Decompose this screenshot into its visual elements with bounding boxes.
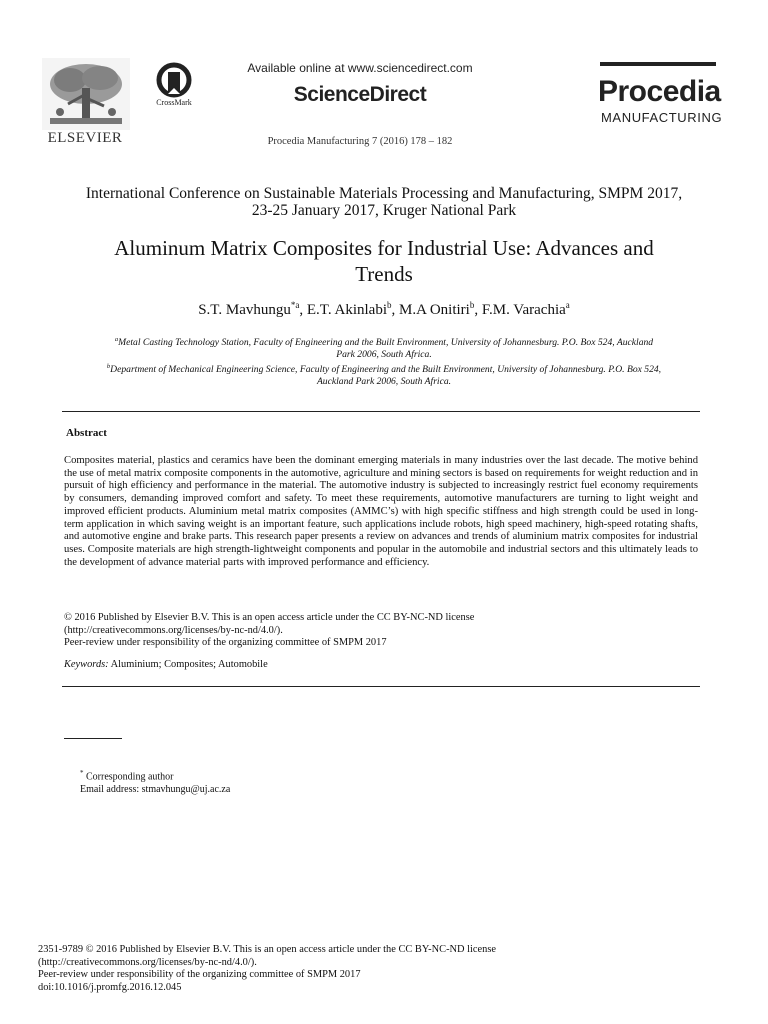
affiliation-b-mark: b — [106, 363, 111, 370]
abstract-top-divider — [62, 411, 700, 412]
available-online-text: Available online at www.sciencedirect.com — [247, 61, 473, 75]
journal-reference: Procedia Manufacturing 7 (2016) 178 – 182 — [267, 136, 453, 147]
affiliation-a — [70, 334, 698, 361]
corresponding-author-note — [80, 769, 174, 782]
conference-line-2: 23-25 January 2017, Kruger National Park — [251, 202, 517, 219]
paper-title-line-2: Trends — [355, 262, 413, 286]
paper-title-line-1: Aluminum Matrix Composites for Industrial Use: Advances and — [114, 236, 654, 260]
abstract-heading: Abstract — [66, 427, 107, 439]
copyright-notice — [64, 612, 698, 650]
affiliation-a-line-1: Metal Casting Technology Station, Faculty of Engineering and the Built Environment, University of Johannesburg. P.O. Box 524, Auckland — [118, 337, 654, 349]
conference-name — [40, 185, 728, 219]
procedia-logo-subtitle: MANUFACTURING — [601, 110, 723, 125]
corresponding-email[interactable]: Email address: stmavhungu@uj.ac.za — [80, 784, 231, 795]
footer-issn-line: 2351-9789 © 2016 Published by Elsevier B.V. This is an open access article under the CC BY-NC-ND license — [38, 944, 496, 955]
author-affiliation-mark: b — [469, 300, 475, 310]
keywords-label: Keywords: — [64, 659, 109, 670]
corresponding-author-label: Corresponding author — [83, 771, 174, 783]
keywords-list: Aluminium; Composites; Automobile — [108, 659, 268, 670]
author-list: S.T. Mavhungu$^{*a}$, E.T. Akinlabi$^b$, M.A Onitiri$^b$, F.M. Varachia$^a$ — [198, 300, 570, 318]
license-link[interactable]: (http://creativecommons.org/licenses/by-nc-nd/4.0/). — [64, 624, 283, 636]
affiliation-b-line-1: Department of Mechanical Engineering Science, Faculty of Engineering and the Built Environment, University of Johannesburg. P.O. Box 524, — [110, 364, 662, 376]
abstract-bottom-divider — [62, 686, 700, 687]
footer-license-link[interactable]: (http://creativecommons.org/licenses/by-nc-nd/4.0/). — [38, 956, 257, 968]
affiliation-a-mark: a — [114, 336, 119, 343]
page-footer — [38, 944, 738, 995]
footer-peer-review: Peer-review under responsibility of the organizing committee of SMPM 2017 — [38, 969, 361, 981]
author-name: S.T. Mavhungu — [198, 302, 291, 318]
affiliation-b — [64, 361, 704, 388]
footnote-mark: * — [80, 769, 84, 777]
author-affiliation-mark: a — [565, 300, 570, 310]
procedia-logo-bar — [600, 62, 716, 66]
abstract-body: Composites material, plastics and ceramics have been the dominant emerging materials in many industries over the last decade. The motive behind the use of metal matrix composite components in the automotive, agriculture and mining sectors is based on requirements for weight reduction and in pursuit of high efficiency and performance in the material. The automotive industry is subjected to increasingly restrict fuel economy requirements by consumers, demanding improved comfort and safety. To meet these requirements, automotive manufacturers are turning to light weight and improved efficient products. Aluminium metal matrix composites (AMMC’s) with high specific stiffness and high strength could be used in long-term application in which saving weight is an important feature, such applications include robots, high speed machinery, high-speed rotating shafts, and automotive engine and brake parts. This research paper presents a review on advances and trends of aluminium matrix composites for industrial uses. Composite materials are high strength-lightweight components and popular in the automobile and industrial sectors and this ultimately leads to the development of advance material parts with improved performance and efficiency. — [64, 455, 698, 568]
crossmark-label: CrossMark — [156, 98, 192, 107]
sciencedirect-logo: ScienceDirect — [293, 83, 427, 106]
peer-review-note: Peer-review under responsibility of the organizing committee of SMPM 2017 — [64, 637, 387, 648]
copyright-line-1: © 2016 Published by Elsevier B.V. This is an open access article under the CC BY-NC-ND license — [64, 612, 475, 623]
keywords — [64, 659, 698, 670]
author-affiliation-mark: *a — [290, 300, 300, 310]
conference-line-1: International Conference on Sustainable Materials Processing and Manufacturing, SMPM 2017, — [85, 185, 683, 202]
paper-title — [40, 235, 728, 287]
footnote-divider — [64, 738, 122, 739]
affiliation-a-line-2: Park 2006, South Africa. — [336, 349, 432, 361]
affiliation-b-line-2: Auckland Park 2006, South Africa. — [316, 376, 452, 388]
author-name: M.A Onitiri — [399, 302, 470, 318]
author-name: E.T. Akinlabi — [306, 302, 387, 318]
footer-doi[interactable]: doi:10.1016/j.promfg.2016.12.045 — [38, 982, 182, 994]
elsevier-wordmark: ELSEVIER — [47, 130, 123, 146]
author-name: F.M. Varachia — [481, 302, 566, 318]
procedia-logo: Procedia — [598, 75, 721, 108]
author-affiliation-mark: b — [387, 300, 392, 310]
